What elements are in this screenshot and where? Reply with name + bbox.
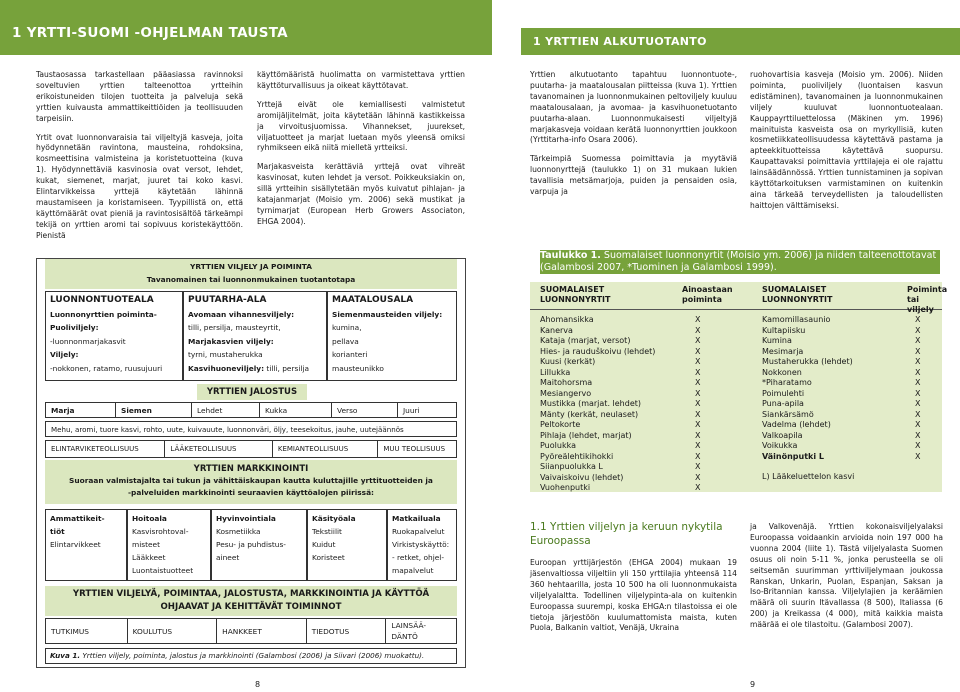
label: Virkistyskäyttö: [392,540,450,549]
label: Matkailuala [392,514,441,523]
label: tilli, persilja, mausteyrtit, [188,323,281,333]
figure-top-box [45,259,457,289]
label: Puoliviljely: [50,323,99,333]
right-text-col1 [530,70,737,206]
hyvinvointiala-box [211,509,307,581]
list-item: X [915,441,921,450]
cell: ELINTARVIKETEOLLISUUS [46,441,165,457]
maatalousala-box [327,291,457,381]
list-item: Maitohorsma [540,378,593,387]
cell: KEMIANTEOLLISUUS [273,441,378,457]
label: Koristeet [312,553,345,562]
list-item: X [915,409,921,419]
list-item: Kultapiisku [762,325,806,335]
list-item: X [695,346,701,356]
label: Kasvisrohtoval- [132,527,189,536]
list-item: X [695,472,701,482]
luonnontuoteala-box [45,291,183,381]
markkinointi-box [45,460,457,504]
kasityoala-box [307,509,387,581]
cell: LÄÄKETEOLLISUUS [165,441,272,457]
list-item: X [695,367,701,377]
list-item: Mustaherukka (lehdet) [762,357,853,366]
list-item: X [695,378,701,387]
list-item: X [695,357,701,366]
list-item: X [695,336,701,345]
right-heading-bar [521,28,960,55]
list-item: Puna-apila [762,399,804,408]
table-title [540,250,940,274]
list-item: X [915,430,921,440]
table-caption: Suomalaiset luonnonyrtit (Moisio ym. 2006) ja niiden talteenottotavat (Galambosi 2007, *Tuominen ja Galambosi 1999). [540,250,937,273]
label: kumina, [332,323,362,333]
label: Elintarvikkeet [50,540,101,549]
column-header: SUOMALAISET LUONNONYRTIT [540,285,611,304]
puutarha-ala-box [183,291,327,381]
paragraph: käyttömääristä huolimatta on varmistettava yrttien käyttöturvallisuus ja oikeat käyttötavat. [257,70,465,90]
ohjaavat-box [45,586,457,616]
cell: Verso [332,403,398,417]
products-row [45,421,457,437]
cell: KOULUTUS [128,619,218,643]
cell: Kukka [260,403,332,417]
list-item: Ahomansikka [540,315,594,324]
label: Kuidut [312,540,336,549]
label: mausteunikko [332,363,384,373]
list-item: Poimulehti [762,388,805,398]
list-item: Valkoapila [762,430,803,440]
label: -palveluiden markkinointi seuraavien käyttöalojen piirissä: [127,488,375,497]
label: LAINSÄÄ- [391,621,427,630]
list-item: Kataja (marjat, versot) [540,336,631,345]
page-number-right: 9 [750,680,756,689]
label: - retket, ohjel- [392,553,445,562]
paragraph: Taustaosassa tarkastellaan pääasiassa ravinnoksi soveltuvien yrttien talteenottoa yrtteihin erikoistuneiden tilojen tuotteita ja palveluja sekä yrttien kuivausta ammattikeittiöiden ja teollisuuden tarpeisiin. [36,70,243,123]
label: Käsityöala [312,514,356,523]
column-header: Ainoastaan poiminta [682,285,733,304]
list-item: X [915,315,921,324]
list-item: Mustikka (marjat. lehdet) [540,399,641,408]
list-item: X [695,399,701,408]
label: -nokkonen, ratamo, ruusujuuri [50,363,163,373]
caption-number: Kuva 1. [50,651,81,660]
list-item: Väinönputki L [762,451,824,461]
figure-top-subtitle: Tavanomainen tai luonnonmukainen tuotantotapa [146,275,356,284]
left-text-col1 [36,70,243,250]
matkailuala-box [387,509,457,581]
label: MAATALOUSALA [332,295,414,305]
list-item: *Piharatamo [762,378,812,387]
list-item: X [915,357,921,366]
list-item: Kuusi (kerkät) [540,357,596,366]
list-item: Lillukka [540,367,571,377]
label: Avomaan vihannesviljely: [188,309,295,319]
cell: Mehu, aromi, tuore kasvi, rohto, uute, kuivauute, luonnonväri, öljy, teesekoitus, jauhe, uutejäännös [51,424,404,434]
list-item: Voikukka [762,441,798,450]
label: Viljely: [50,350,79,360]
cell: Lehdet [192,403,260,417]
cell [386,619,456,643]
list-item: Puolukka [540,441,576,450]
label: Kosmetiikka [216,527,261,536]
list-item: X [915,451,921,461]
list-item: X [695,409,701,419]
list-item: X [695,451,701,461]
right-heading: 1 YRTTIEN ALKUTUOTANTO [533,35,707,48]
label: Marjakasvien viljely: [188,336,274,346]
list-item: Nokkonen [762,367,802,377]
plants-list-2 [762,315,853,462]
column-header: SUOMALAISET LUONNONYRTIT [762,285,833,304]
column-header: Poiminta tai viljely [907,285,948,314]
list-item: Siianpuolukka L [540,462,603,471]
label: Ammattikeit- [50,514,105,523]
cell: Siemen [116,403,192,417]
label: Hyvinvointiala [216,514,276,523]
paragraph: Marjakasveista kerättäviä yrttejä ovat vihreät kasvinosat, kuten lehdet ja versot. Poikkeuksiakin on, sillä yrtteihin sisällytetään myös kuivatut pihlajan- ja katajanmarjat (Moisio ym. 2006) sekä mustikat ja tyrnimarjat (European Herb Growers Associaton, EHGA 2004). [257,162,465,226]
section-col1: Euroopan yrttijärjestön (EHGA 2004) mukaan 19 jäsenvaltiossa viljeltiin yli 150 yrttilajia yhteensä 114 360 hehtaarilla, josta 10 500 ha oli luonnonmukaista viljelyalaltta. Todellinen viljelypinta-ala on kuitenkin Euroopassa suurempi, koska EHGA:n tilastoissa ei ole tietoja järjestöön kuulumattomista maista, kuten Puola, Balkanin valtiot, Venäjä, Ukraina [530,558,737,633]
left-heading: 1 YRTTI-SUOMI -OHJELMAN TAUSTA [12,25,288,41]
label: Siemenmausteiden viljely: [332,309,443,319]
label: tilli, persilja [264,363,310,373]
list-item: X [915,325,921,335]
table-number: Taulukko 1. [540,250,601,261]
list-item: Pyöreälehtikihokki [540,451,614,461]
section-title: 1.1 Yrttien viljelyn ja keruun nykytila Euroopassa [530,521,723,547]
industries-row [45,440,457,458]
label: -luonnonmarjakasvit [50,336,126,346]
list-item: X [915,378,921,387]
list-item: Kanerva [540,325,573,335]
list-item: X [695,325,701,335]
paragraph: Tärkeimpiä Suomessa poimittavia ja myytäviä luonnonyrttejä (taulukko 1) on 31 mukaan lukien tavallisia metsämarjoja, puiden ja pensaiden osia, varpuja ja [530,154,737,197]
list-item: Hies- ja rauduškoivu (lehdet) [540,346,656,356]
label: mapalvelut [392,566,434,575]
list-item: X [915,367,921,377]
list-item: Vaivaiskoivu (lehdet) [540,472,624,482]
figure-caption [45,648,457,664]
label: Lääkkeet [132,553,166,562]
hoitoala-box [127,509,211,581]
page-number-left: 8 [255,680,261,689]
marks-list-2 [915,315,920,462]
list-item: Mesimarja [762,346,804,356]
list-item: Pihlaja (lehdet, marjat) [540,430,632,440]
list-item: Kamomillasaunio [762,315,831,324]
cell: MUU TEOLLISUUS [383,445,446,453]
list-item: Mänty (kerkät, neulaset) [540,409,639,419]
ammattikeittiot-box [45,509,127,581]
label: korianteri [332,350,368,360]
label: tiöt [50,527,65,536]
label: Kasvihuoneviljely: [188,363,265,373]
label: LUONNONTUOTEALA [50,295,154,305]
figure-top-title: YRTTIEN VILJELY JA POIMINTA [190,262,312,271]
list-item: Mesiangervo [540,388,592,398]
label: misteet [132,540,160,549]
label: Hoitoala [132,514,167,523]
table-1 [530,282,948,492]
list-item: Siankärsämö [762,409,814,419]
list-item: X [915,346,921,356]
list-item: Vuohenputki [540,483,591,492]
figure-1 [36,258,466,668]
list-item: X [695,315,701,324]
label: Tekstiilit [312,527,342,536]
list-item: Peltokorte [540,420,581,429]
label: Luonnonyrttien poiminta- [50,309,157,319]
list-item: Vadelma (lehdet) [762,420,831,429]
list-item: X [695,430,701,440]
list-item: X [695,462,701,471]
left-text-col2 [257,70,465,236]
marks-list-1 [695,315,700,494]
label: PUUTARHA-ALA [188,295,267,305]
label: YRTTIEN MARKKINOINTI [193,464,309,474]
label: Ruokapalvelut [392,527,445,536]
list-item: X [915,399,921,408]
label: OHJAAVAT JA KEHITTÄVÄT TOIMINNOT [160,602,342,612]
right-text-col2 [750,70,943,220]
list-item: X [915,336,921,345]
cell: Marja [46,403,116,417]
label: aineet [216,553,240,562]
table-legend: L) Lääkeluettelon kasvi [762,472,855,481]
list-item: Kumina [762,336,792,345]
cell: Juuri [403,405,420,415]
support-functions-row [45,618,457,644]
label: DÄNTÖ [391,632,418,641]
list-item: X [695,441,701,450]
label: Suoraan valmistajalta tai tukun ja vähittäiskaupan kautta kuluttajille yrttituotteiden ja [69,476,433,485]
list-item: X [915,420,921,429]
caption-text: Yrttien viljely, poiminta, jalostus ja markkinointi (Galambosi (2006) ja Siivari (2006) muokattu). [80,651,425,660]
paragraph: ruohovartisia kasveja (Moisio ym. 2006). Niiden poiminta, puoliviljely (luontaisen kasvun edistäminen), tavanomainen ja luonnonmukainen viljely kuuluvat luonnontuotealaan. Kauppayrttiluettelossa (Mäkinen ym. 1996) mainituista kasveista osa on myrkyllisiä, kuten kosmetiikkateollisuudessa käytettävä pastama ja apteekkituotteissa käytettävä suopursu. Kaupattavaksi poimittavia yrttilajeja ei ole rajattu lainsäädännössä. Yrttien tunnistaminen ja sopivan käyttötarkoituksen varmistaminen on kuitenkin aina tärkeää terveydellisten ja taloudellisten haittojen välttämiseksi. [750,70,943,210]
label: pellava [332,336,359,346]
paragraph: Yrttejä eivät ole kemiallisesti valmistetut aromijäljitelmät, joita käytetään lähinnä kastikkeissa ja virvoitusjuomissa. Vihannekset, juurekset, viljatuotteet ja marjat luetaan myös yleensä omiksi ryhmikseen eikä niitä mielletä yrtteiksi. [257,99,465,153]
plant-parts-row [45,402,457,418]
paragraph: Yrtit ovat luonnonvaraisia tai viljeltyjä kasveja, joita hyödynnetään ravintona, mausteina, rohdoksina, kosmeettisina valmisteina ja koristetuotteina (kuva 1). Hyödynnettäviä kasvinosia ovat versot, lehdet, kukat, siemenet, marjat, juuret tai koko kasvi. Elintarvikkeissa yrttejä käytetään lähinnä maustamiseen ja koristamiseen. Tyypillistä on, että käyttömäärät ovat pieniä ja ravintosisältöä tärkeämpi tekijä on yrttien aromi tai sopivuus koristekäyttöön. Pienistä [36,132,243,240]
label: Pesu- ja puhdistus- [216,540,286,549]
label: Luontaistuotteet [132,566,194,575]
left-heading-bar [0,0,492,55]
paragraph: Yrttien alkutuotanto tapahtuu luonnontuote-, puutarha- ja maatalousalan piitteissa (kuva 1). Yrttien tavanomainen ja luonnonmukainen peltoviljely kuuluu maatalousalaan, ja avomaa- ja kasvihuonetuotanto puutarha-alaan. Luonnonmukaisesti viljeltyjä marjakasveja voidaan kerätä luonnonyrttien joukkoon (Yrttitarha-info Osara 2006). [530,70,737,145]
jalostus-label: YRTTIEN JALOSTUS [197,384,307,400]
cell: TUTKIMUS [46,619,128,643]
list-item: X [695,388,701,398]
section-col2: ja Valkovenäjä. Yrttien kokonaisviljelyalaksi Euroopassa voidaankin arvioida noin 197 000 ha vuonna 2004 (liite 1). Tästä viljelyalasta Suomen osuus oli noin 5-11 %, jonka perusteella se oli seitsemän suurimman yrttiviljelymaan joukossa Ranskan, Unkarin, Puolan, Espanjan, Saksan ja Iso-Britannian kanssa. Viljelylajien ja keräämien määrä oli suurin Itävallassa (8 500), Italiassa (6 200) ja Kreikassa (4 000), mitä kaikkia maista määrää ei ole tilastoitu. (Galambosi 2007). [750,522,943,630]
list-item: X [695,483,701,492]
plants-list-1 [540,315,655,494]
list-item: X [915,388,921,398]
list-item: X [695,420,701,429]
cell: HANKKEET [217,619,307,643]
label: YRTTIEN VILJELYÄ, POIMINTAA, JALOSTUSTA, MARKKINOINTIA JA KÄYTTÖÄ [72,589,430,599]
label: tyrni, mustaherukka [188,350,263,360]
cell: TIEDOTUS [307,619,387,643]
